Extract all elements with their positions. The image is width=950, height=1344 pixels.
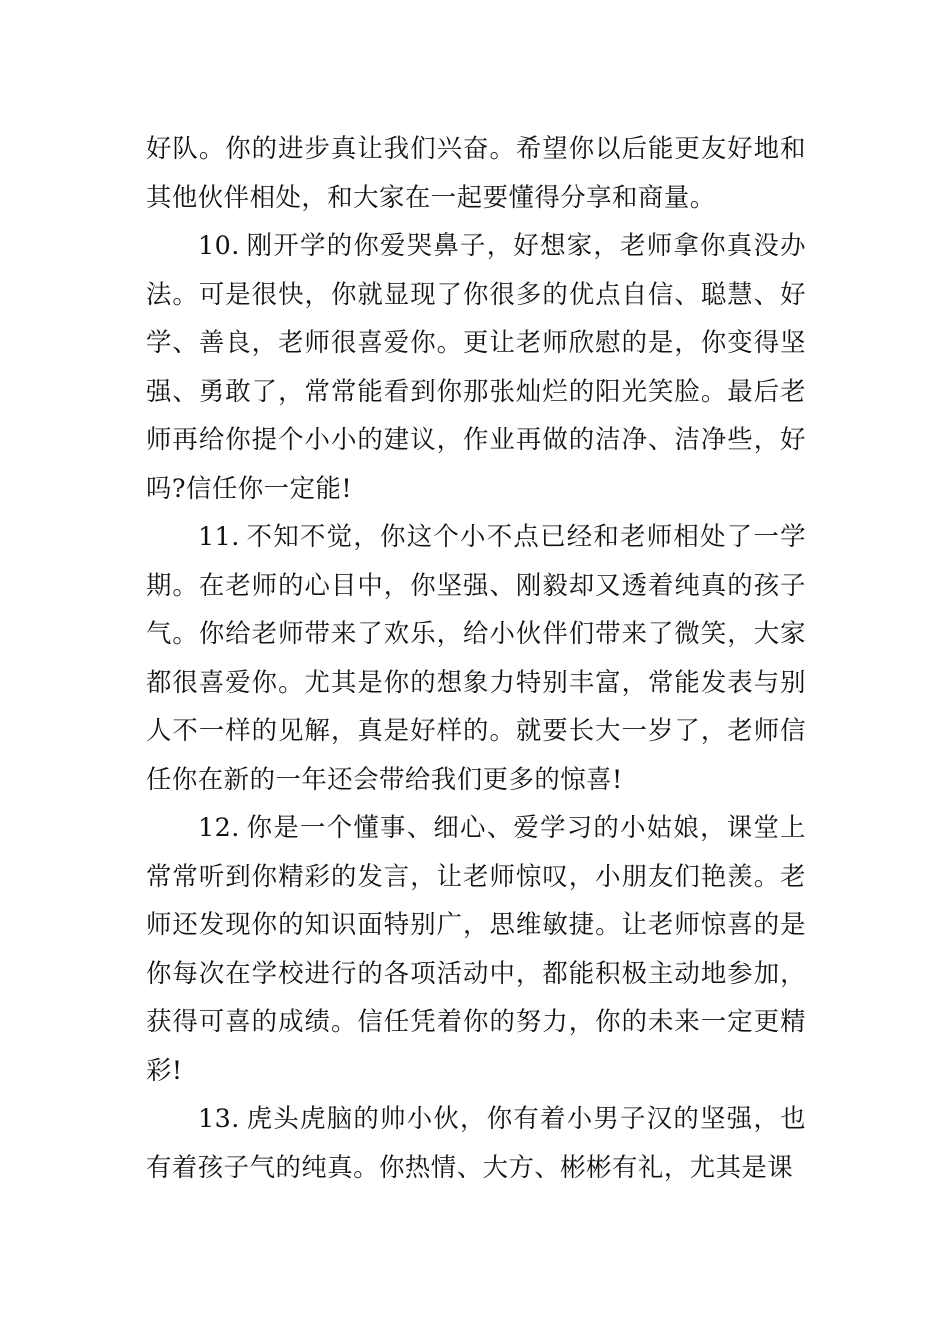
paragraph-text: 你是一个懂事、细心、爱学习的小姑娘，课堂上常常听到你精彩的发言，让老师惊叹，小朋友们艳羡。老师还发现你的知识面特别广，思维敏捷。让老师惊喜的是你每次在学校进行的各项活动中，都能积极主动地参加，获得可喜的成绩。信任凭着你的努力，你的未来一定更精彩!	[146, 812, 806, 1085]
paragraph-number: 13.	[198, 1103, 240, 1133]
paragraph-text: 虎头虎脑的帅小伙，你有着小男子汉的坚强，也有着孩子气的纯真。你热情、大方、彬彬有礼，尤其是课	[146, 1103, 806, 1182]
paragraph-text: 好队。你的进步真让我们兴奋。希望你以后能更友好地和其他伙伴相处，和大家在一起要懂得分享和商量。	[146, 133, 806, 212]
paragraph-number: 12.	[198, 812, 240, 842]
paragraph-text: 刚开学的你爱哭鼻子，好想家，老师拿你真没办法。可是很快，你就显现了你很多的优点自信、聪慧、好学、善良，老师很喜爱你。更让老师欣慰的是，你变得坚强、勇敢了，常常能看到你那张灿烂的阳光笑脸。最后老师再给你提个小小的建议，作业再做的洁净、洁净些，好吗?信任你一定能!	[146, 230, 806, 503]
document-page	[146, 124, 806, 1191]
paragraph-11	[146, 512, 806, 803]
paragraph-text: 不知不觉，你这个小不点已经和老师相处了一学期。在老师的心目中，你坚强、刚毅却又透着纯真的孩子气。你给老师带来了欢乐，给小伙伴们带来了微笑，大家都很喜爱你。尤其是你的想象力特别丰富，常能发表与别人不一样的见解，真是好样的。就要长大一岁了，老师信任你在新的一年还会带给我们更多的惊喜!	[146, 521, 806, 794]
paragraph-continuation	[146, 124, 806, 221]
paragraph-12	[146, 803, 806, 1094]
paragraph-10	[146, 221, 806, 512]
paragraph-number: 10.	[198, 230, 240, 260]
paragraph-13	[146, 1094, 806, 1191]
paragraph-number: 11.	[198, 521, 240, 551]
